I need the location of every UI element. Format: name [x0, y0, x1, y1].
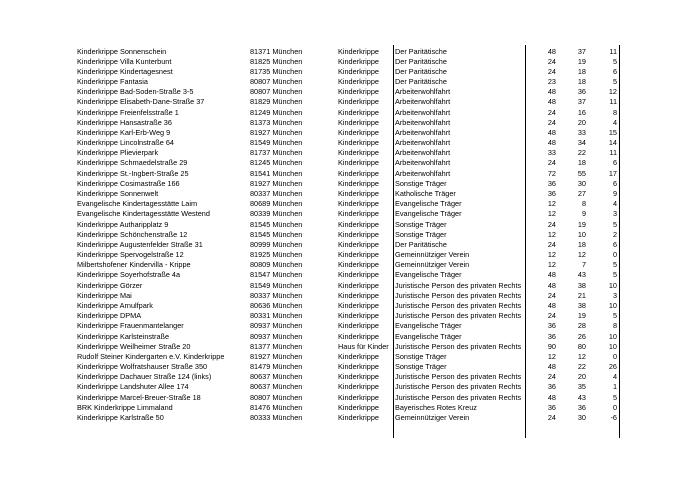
- occupied-cell: 22: [577, 362, 586, 372]
- facility-type-cell: Kinderkrippe: [338, 168, 379, 178]
- difference-cell: 14: [608, 138, 617, 148]
- capacity-cell: 24: [547, 219, 556, 229]
- difference-cell: 11: [609, 46, 617, 56]
- carrier-cell: Arbeiterwohlfahrt: [395, 107, 451, 117]
- capacity-cell: 36: [547, 321, 556, 331]
- difference-cell: 8: [612, 321, 617, 331]
- difference-cell: 17: [608, 168, 617, 178]
- difference-cell: 12: [608, 87, 617, 97]
- address-cell: 80807 München: [250, 392, 303, 402]
- occupied-cell: 43: [577, 392, 586, 402]
- difference-cell: 10: [608, 280, 617, 290]
- address-cell: 81829 München: [250, 97, 303, 107]
- table-row: [0, 382, 700, 392]
- address-cell: 81735 München: [250, 66, 303, 76]
- carrier-cell: Arbeiterwohlfahrt: [395, 117, 451, 127]
- facility-type-cell: Kinderkrippe: [338, 250, 379, 260]
- difference-cell: 3: [612, 290, 617, 300]
- address-cell: 81927 München: [250, 127, 303, 137]
- carrier-cell: Der Paritätische: [395, 56, 447, 66]
- table-row: [0, 148, 700, 158]
- facility-type-cell: Kinderkrippe: [338, 290, 379, 300]
- table-row: [0, 311, 700, 321]
- facility-type-cell: Kinderkrippe: [338, 362, 379, 372]
- address-cell: 80337 München: [250, 290, 303, 300]
- carrier-cell: Sonstige Träger: [395, 362, 447, 372]
- table-row: [0, 128, 700, 138]
- facility-type-cell: Kinderkrippe: [338, 301, 379, 310]
- facility-type-cell: Kinderkrippe: [338, 392, 379, 402]
- carrier-cell: Sonstige Träger: [395, 178, 447, 188]
- difference-cell: 4: [612, 372, 617, 382]
- occupied-cell: 18: [577, 77, 586, 87]
- address-cell: 81249 München: [250, 107, 303, 117]
- carrier-cell: Der Paritätische: [395, 66, 447, 76]
- table-row: [0, 321, 700, 331]
- facility-type-cell: Kinderkrippe: [338, 97, 379, 107]
- facility-name-cell: Evangelische Kindertagesstätte Laim: [77, 199, 198, 209]
- capacity-cell: 24: [547, 66, 556, 76]
- facility-name-cell: Kinderkrippe Wolfratshauser Straße 350: [77, 362, 208, 372]
- capacity-cell: 48: [547, 127, 556, 137]
- table-row: [0, 189, 700, 199]
- address-cell: 80331 München: [250, 311, 303, 321]
- facility-name-cell: Kinderkrippe Schönchenstraße 12: [77, 229, 188, 239]
- capacity-cell: 24: [547, 412, 556, 422]
- table-row: [0, 332, 700, 342]
- capacity-cell: 24: [547, 56, 556, 66]
- address-cell: 80339 München: [250, 209, 303, 219]
- facility-name-cell: Kinderkrippe Sonnenwelt: [77, 189, 159, 199]
- table-row: [0, 250, 700, 260]
- difference-cell: 1: [612, 382, 617, 392]
- facility-type-cell: Kinderkrippe: [338, 260, 379, 270]
- address-cell: 81371 München: [250, 46, 303, 56]
- address-cell: 80636 München: [250, 301, 303, 310]
- capacity-cell: 36: [547, 189, 556, 199]
- capacity-cell: 36: [547, 402, 556, 412]
- capacity-cell: 12: [547, 351, 556, 361]
- facility-type-cell: Kinderkrippe: [338, 138, 379, 148]
- table-row: [0, 87, 700, 97]
- occupied-cell: 19: [577, 56, 586, 66]
- occupied-cell: 27: [577, 189, 586, 199]
- capacity-cell: 90: [547, 341, 556, 351]
- facility-name-cell: Kinderkrippe Dachauer Straße 124 (links): [77, 372, 212, 382]
- capacity-cell: 24: [547, 372, 556, 382]
- difference-cell: 6: [612, 178, 617, 188]
- facility-name-cell: Kinderkrippe Frauenmantelanger: [77, 321, 184, 331]
- address-cell: 81545 München: [250, 229, 303, 239]
- table-row: [0, 352, 700, 362]
- capacity-cell: 24: [547, 290, 556, 300]
- capacity-cell: 72: [547, 168, 556, 178]
- capacity-cell: 24: [547, 311, 556, 321]
- difference-cell: 5: [612, 392, 617, 402]
- carrier-cell: Juristische Person des privaten Rechts: [395, 372, 522, 382]
- difference-cell: 4: [612, 199, 617, 209]
- facility-name-cell: BRK Kinderkrippe Limmaland: [77, 402, 173, 412]
- occupied-cell: 18: [577, 158, 586, 168]
- capacity-cell: 48: [547, 392, 556, 402]
- facility-type-cell: Kinderkrippe: [338, 209, 379, 219]
- occupied-cell: 30: [577, 412, 586, 422]
- capacity-cell: 12: [547, 260, 556, 270]
- facility-name-cell: Kinderkrippe Karlstraße 50: [77, 412, 164, 422]
- table-row: [0, 108, 700, 118]
- address-cell: 81476 München: [250, 402, 303, 412]
- facility-type-cell: Kinderkrippe: [338, 311, 379, 321]
- occupied-cell: 38: [577, 301, 586, 310]
- table-row: [0, 209, 700, 219]
- address-cell: 81545 München: [250, 219, 303, 229]
- facility-name-cell: Kinderkrippe Spervogelstraße 12: [77, 250, 184, 260]
- facility-name-cell: Kinderkrippe Arnulfpark: [77, 301, 153, 310]
- facility-name-cell: Milbertshofener Kindervilla - Krippe: [77, 260, 191, 270]
- carrier-cell: Juristische Person des privaten Rechts: [395, 280, 522, 290]
- address-cell: 80807 München: [250, 77, 303, 87]
- facility-name-cell: Kinderkrippe Marcel-Breuer-Straße 18: [77, 392, 201, 402]
- carrier-cell: Der Paritätische: [395, 239, 447, 249]
- facility-name-cell: Kinderkrippe Elisabeth-Dane-Straße 37: [77, 97, 205, 107]
- facility-type-cell: Kinderkrippe: [338, 219, 379, 229]
- carrier-cell: Evangelische Träger: [395, 270, 462, 280]
- facility-name-cell: Kinderkrippe Schmaedelstraße 29: [77, 158, 188, 168]
- address-cell: 81373 München: [250, 117, 303, 127]
- address-cell: 81927 München: [250, 351, 303, 361]
- difference-cell: 26: [608, 362, 617, 372]
- capacity-cell: 48: [547, 87, 556, 97]
- occupied-cell: 19: [577, 311, 586, 321]
- occupied-cell: 55: [577, 168, 586, 178]
- facility-type-cell: Kinderkrippe: [338, 229, 379, 239]
- difference-cell: 5: [612, 77, 617, 87]
- address-cell: 81737 München: [250, 148, 303, 158]
- occupied-cell: 7: [581, 260, 586, 270]
- occupied-cell: 43: [577, 270, 586, 280]
- facility-name-cell: Kinderkrippe Fantasia: [77, 77, 148, 87]
- occupied-cell: 9: [581, 209, 586, 219]
- occupied-cell: 34: [577, 138, 586, 148]
- carrier-cell: Arbeiterwohlfahrt: [395, 97, 451, 107]
- occupied-cell: 26: [577, 331, 586, 341]
- facility-name-cell: Kinderkrippe DPMA: [77, 311, 142, 321]
- address-cell: 80337 München: [250, 189, 303, 199]
- table-row: [0, 393, 700, 403]
- occupied-cell: 30: [577, 178, 586, 188]
- facility-name-cell: Kinderkrippe Autharipplatz 9: [77, 219, 169, 229]
- capacity-cell: 24: [547, 117, 556, 127]
- capacity-cell: 33: [547, 148, 556, 158]
- carrier-cell: Juristische Person des privaten Rechts: [395, 341, 522, 351]
- facility-type-cell: Kinderkrippe: [338, 107, 379, 117]
- occupied-cell: 36: [577, 402, 586, 412]
- occupied-cell: 33: [577, 127, 586, 137]
- facility-name-cell: Kinderkrippe Freienfelsstraße 1: [77, 107, 179, 117]
- facility-name-cell: Kinderkrippe St.-Ingbert-Straße 25: [77, 168, 189, 178]
- difference-cell: 0: [612, 351, 617, 361]
- capacity-cell: 36: [547, 178, 556, 188]
- facility-type-cell: Kinderkrippe: [338, 199, 379, 209]
- address-cell: 81479 München: [250, 362, 303, 372]
- difference-cell: 9: [612, 189, 617, 199]
- table-row: [0, 169, 700, 179]
- capacity-cell: 48: [547, 301, 556, 310]
- occupied-cell: 18: [577, 66, 586, 76]
- difference-cell: 5: [612, 270, 617, 280]
- table-row: [0, 413, 700, 423]
- facility-name-cell: Kinderkrippe Landshuter Allee 174: [77, 382, 189, 392]
- table-row: [0, 118, 700, 128]
- difference-cell: 10: [608, 301, 617, 310]
- difference-cell: 6: [612, 158, 617, 168]
- address-cell: 80937 München: [250, 331, 303, 341]
- occupied-cell: 20: [577, 372, 586, 382]
- carrier-cell: Juristische Person des privaten Rechts: [395, 290, 522, 300]
- difference-cell: 15: [608, 127, 617, 137]
- address-cell: 80937 München: [250, 321, 303, 331]
- address-cell: 81549 München: [250, 138, 303, 148]
- facility-type-cell: Kinderkrippe: [338, 46, 379, 56]
- difference-cell: 0: [612, 250, 617, 260]
- occupied-cell: 12: [577, 250, 586, 260]
- carrier-cell: Evangelische Träger: [395, 209, 462, 219]
- address-cell: 81377 München: [250, 341, 303, 351]
- occupied-cell: 19: [577, 219, 586, 229]
- carrier-cell: Juristische Person des privaten Rechts: [395, 311, 522, 321]
- carrier-cell: Evangelische Träger: [395, 331, 462, 341]
- address-cell: 80333 München: [250, 412, 303, 422]
- table-row: [0, 138, 700, 148]
- capacity-cell: 12: [547, 209, 556, 219]
- carrier-cell: Juristische Person des privaten Rechts: [395, 392, 522, 402]
- table-row: [0, 57, 700, 67]
- carrier-cell: Juristische Person des privaten Rechts: [395, 301, 522, 310]
- facility-name-cell: Kinderkrippe Augustenfelder Straße 31: [77, 239, 203, 249]
- facility-name-cell: Kinderkrippe Bad-Soden-Straße 3-5: [77, 87, 194, 97]
- difference-cell: 5: [612, 219, 617, 229]
- carrier-cell: Gemeinnütziger Verein: [395, 412, 470, 422]
- occupied-cell: 21: [577, 290, 586, 300]
- difference-cell: 11: [609, 148, 617, 158]
- facility-type-cell: Kinderkrippe: [338, 56, 379, 66]
- occupied-cell: 20: [577, 117, 586, 127]
- facility-type-cell: Kinderkrippe: [338, 189, 379, 199]
- facility-name-cell: Kinderkrippe Cosimastraße 166: [77, 178, 180, 188]
- table-row: [0, 372, 700, 382]
- facility-type-cell: Kinderkrippe: [338, 148, 379, 158]
- table-row: [0, 97, 700, 107]
- address-cell: 81549 München: [250, 280, 303, 290]
- difference-cell: -6: [610, 412, 617, 422]
- facility-type-cell: Kinderkrippe: [338, 372, 379, 382]
- carrier-cell: Sonstige Träger: [395, 351, 447, 361]
- carrier-cell: Evangelische Träger: [395, 321, 462, 331]
- facility-name-cell: Kinderkrippe Hansastraße 36: [77, 117, 172, 127]
- carrier-cell: Sonstige Träger: [395, 219, 447, 229]
- table-row: [0, 260, 700, 270]
- facility-type-cell: Kinderkrippe: [338, 321, 379, 331]
- capacity-cell: 48: [547, 270, 556, 280]
- occupied-cell: 18: [577, 239, 586, 249]
- address-cell: 81541 München: [250, 168, 303, 178]
- table-row: [0, 47, 700, 57]
- facility-name-cell: Kinderkrippe Karl-Erb-Weg 9: [77, 127, 171, 137]
- facility-type-cell: Kinderkrippe: [338, 158, 379, 168]
- capacity-cell: 48: [547, 362, 556, 372]
- facility-type-cell: Kinderkrippe: [338, 178, 379, 188]
- address-cell: 80809 München: [250, 260, 303, 270]
- capacity-cell: 24: [547, 158, 556, 168]
- facility-name-cell: Rudolf Steiner Kindergarten e.V. Kinderkrippe: [77, 351, 225, 361]
- occupied-cell: 28: [577, 321, 586, 331]
- address-cell: 80637 München: [250, 382, 303, 392]
- carrier-cell: Arbeiterwohlfahrt: [395, 148, 451, 158]
- carrier-cell: Bayerisches Rotes Kreuz: [395, 402, 477, 412]
- address-cell: 81245 München: [250, 158, 303, 168]
- table-row: [0, 291, 700, 301]
- table-row: [0, 362, 700, 372]
- difference-cell: 6: [612, 66, 617, 76]
- address-cell: 81925 München: [250, 250, 303, 260]
- facility-type-cell: Kinderkrippe: [338, 402, 379, 412]
- facility-type-cell: Kinderkrippe: [338, 87, 379, 97]
- occupied-cell: 8: [581, 199, 586, 209]
- occupied-cell: 35: [577, 382, 586, 392]
- address-cell: 81825 München: [250, 56, 303, 66]
- difference-cell: 8: [612, 107, 617, 117]
- carrier-cell: Arbeiterwohlfahrt: [395, 127, 451, 137]
- difference-cell: 4: [612, 117, 617, 127]
- table-row: [0, 281, 700, 291]
- facility-type-cell: Kinderkrippe: [338, 127, 379, 137]
- facility-name-cell: Kinderkrippe Lincolnstraße 64: [77, 138, 174, 148]
- capacity-cell: 48: [547, 97, 556, 107]
- capacity-cell: 48: [547, 280, 556, 290]
- carrier-cell: Der Paritätische: [395, 77, 447, 87]
- occupied-cell: 22: [577, 148, 586, 158]
- capacity-cell: 24: [547, 239, 556, 249]
- difference-cell: 6: [612, 239, 617, 249]
- difference-cell: 5: [612, 260, 617, 270]
- carrier-cell: Der Paritätische: [395, 46, 447, 56]
- difference-cell: 11: [609, 97, 617, 107]
- table-row: [0, 301, 700, 311]
- facility-type-cell: Kinderkrippe: [338, 66, 379, 76]
- carrier-cell: Katholische Träger: [395, 189, 456, 199]
- address-cell: 80999 München: [250, 239, 303, 249]
- carrier-cell: Arbeiterwohlfahrt: [395, 168, 451, 178]
- difference-cell: 10: [608, 341, 617, 351]
- facility-name-cell: Kinderkrippe Weilheimer Straße 20: [77, 341, 191, 351]
- occupied-cell: 80: [577, 341, 586, 351]
- table-row: [0, 179, 700, 189]
- capacity-cell: 12: [547, 229, 556, 239]
- table-row: [0, 342, 700, 352]
- facility-type-cell: Kinderkrippe: [338, 77, 379, 87]
- carrier-cell: Evangelische Träger: [395, 199, 462, 209]
- facility-name-cell: Evangelische Kindertagesstätte Westend: [77, 209, 210, 219]
- facility-name-cell: Kinderkrippe Karlsteinstraße: [77, 331, 170, 341]
- occupied-cell: 10: [577, 229, 586, 239]
- table-row: [0, 220, 700, 230]
- difference-cell: 10: [608, 331, 617, 341]
- facility-name-cell: Kinderkrippe Soyerhofstraße 4a: [77, 270, 181, 280]
- table-row: [0, 77, 700, 87]
- table-row: [0, 158, 700, 168]
- facility-name-cell: Kinderkrippe Kindertagesnest: [77, 66, 173, 76]
- difference-cell: 3: [612, 209, 617, 219]
- table-row: [0, 67, 700, 77]
- facility-name-cell: Kinderkrippe Villa Kunterbunt: [77, 56, 172, 66]
- facility-type-cell: Kinderkrippe: [338, 331, 379, 341]
- facility-name-cell: Kinderkrippe Plievierpark: [77, 148, 159, 158]
- table-row: [0, 403, 700, 413]
- capacity-cell: 48: [547, 138, 556, 148]
- occupied-cell: 37: [577, 46, 586, 56]
- occupied-cell: 37: [577, 97, 586, 107]
- difference-cell: 5: [612, 56, 617, 66]
- capacity-cell: 12: [547, 250, 556, 260]
- facility-type-cell: Kinderkrippe: [338, 239, 379, 249]
- capacity-cell: 23: [547, 77, 556, 87]
- facility-type-cell: Kinderkrippe: [338, 412, 379, 422]
- carrier-cell: Sonstige Träger: [395, 229, 447, 239]
- table-row: [0, 230, 700, 240]
- capacity-cell: 12: [547, 199, 556, 209]
- difference-cell: 5: [612, 311, 617, 321]
- address-cell: 81927 München: [250, 178, 303, 188]
- facility-name-cell: Kinderkrippe Sonnenschein: [77, 46, 167, 56]
- carrier-cell: Arbeiterwohlfahrt: [395, 158, 451, 168]
- capacity-cell: 36: [547, 331, 556, 341]
- table-row: [0, 270, 700, 280]
- facility-type-cell: Kinderkrippe: [338, 382, 379, 392]
- occupied-cell: 36: [577, 87, 586, 97]
- capacity-cell: 36: [547, 382, 556, 392]
- table-row: [0, 240, 700, 250]
- address-cell: 81547 München: [250, 270, 303, 280]
- carrier-cell: Juristische Person des privaten Rechts: [395, 382, 522, 392]
- capacity-cell: 48: [547, 46, 556, 56]
- facility-type-cell: Kinderkrippe: [338, 117, 379, 127]
- facility-type-cell: Kinderkrippe: [338, 270, 379, 280]
- capacity-cell: 24: [547, 107, 556, 117]
- occupied-cell: 16: [577, 107, 586, 117]
- facility-name-cell: Kinderkrippe Görzer: [77, 280, 143, 290]
- address-cell: 80637 München: [250, 372, 303, 382]
- facility-type-cell: Kinderkrippe: [338, 280, 379, 290]
- address-cell: 80689 München: [250, 199, 303, 209]
- carrier-cell: Gemeinnütziger Verein: [395, 260, 470, 270]
- facility-type-cell: Kinderkrippe: [338, 351, 379, 361]
- carrier-cell: Gemeinnütziger Verein: [395, 250, 470, 260]
- address-cell: 80807 München: [250, 87, 303, 97]
- carrier-cell: Arbeiterwohlfahrt: [395, 138, 451, 148]
- facility-name-cell: Kinderkrippe Mai: [77, 290, 132, 300]
- occupied-cell: 38: [577, 280, 586, 290]
- table-row: [0, 199, 700, 209]
- facility-type-cell: Haus für Kinder: [338, 341, 389, 351]
- difference-cell: 2: [612, 229, 617, 239]
- difference-cell: 0: [612, 402, 617, 412]
- occupied-cell: 12: [577, 351, 586, 361]
- carrier-cell: Arbeiterwohlfahrt: [395, 87, 451, 97]
